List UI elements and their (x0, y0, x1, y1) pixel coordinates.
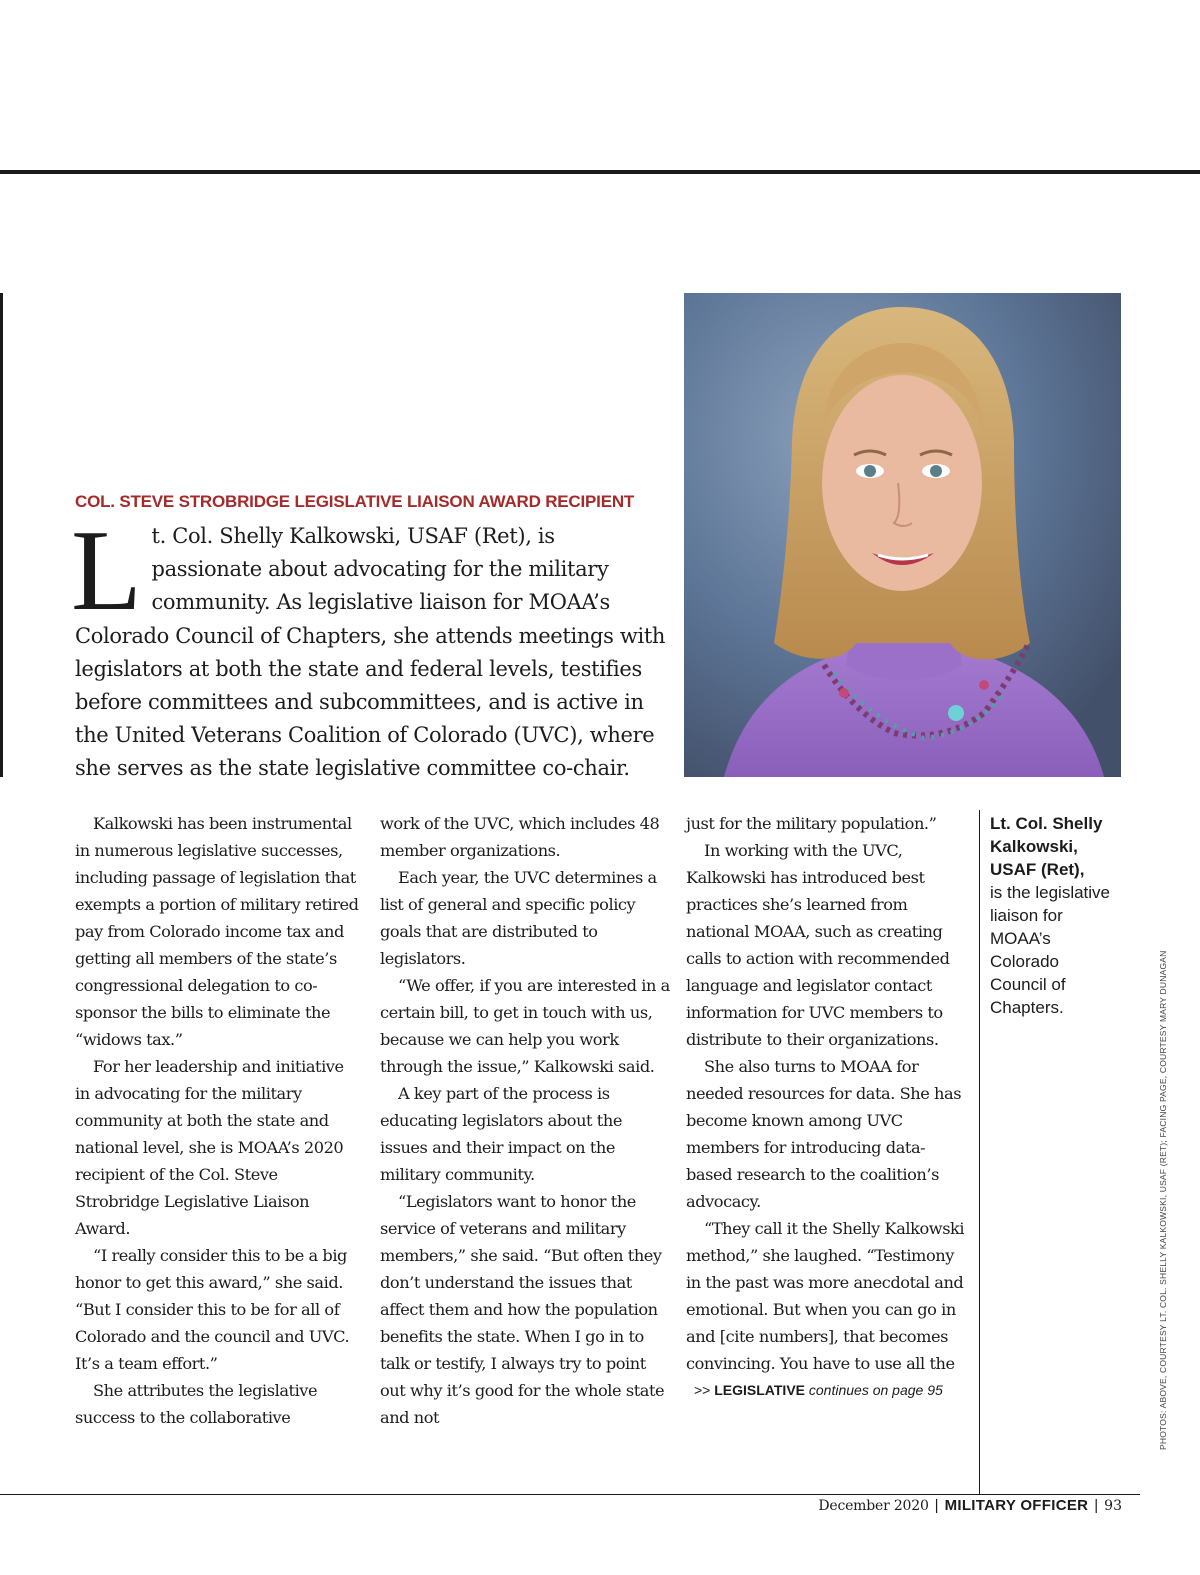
page-footer (818, 1497, 1122, 1515)
award-kicker: COL. STEVE STROBRIDGE LEGISLATIVE LIAISON AWARD RECIPIENT (75, 492, 635, 511)
body-paragraph: Each year, the UVC determines a list of general and specific policy goals that are distributed to legislators. (380, 868, 657, 968)
body-paragraph: “I really consider this to be a big honor to get this award,” she said. “But I consider this to be for all of Colorado and the council and UVC. It’s a team effort.” (75, 1246, 350, 1373)
caption-name: Lt. Col. Shelly Kalkowski, USAF (Ret), (990, 814, 1103, 879)
continued-jump-link[interactable] (686, 1377, 971, 1404)
body-paragraph: “They call it the Shelly Kalkowski method,” she laughed. “Testimony in the past was more anecdotal and emotional. But when you can go in and [cite numbers], that becomes convincing. You have to use all the (686, 1219, 965, 1373)
continue-arrows: >> (694, 1382, 711, 1398)
caption-text: is the legislative liaison for MOAA’s Colorado Council of Chapters. (990, 883, 1111, 1017)
intro-paragraph (71, 507, 670, 786)
body-paragraph-continued: just for the military population.” (686, 814, 937, 833)
footer-separator: | (1094, 1497, 1099, 1514)
portrait-icon (684, 293, 1121, 777)
continue-text: continues on page 95 (808, 1382, 943, 1398)
body-paragraph-continued: work of the UVC, which includes 48 member organizations. (380, 814, 660, 860)
body-column-1 (75, 810, 360, 1431)
top-rule (0, 170, 1200, 174)
photo-caption (990, 812, 1110, 1019)
body-paragraph: “We offer, if you are interested in a certain bill, to get in touch with us, because we can help you work through the issue,” Kalkowski said. (380, 976, 670, 1076)
magazine-name: MILITARY OFFICER (944, 1497, 1089, 1514)
continue-keyword: LEGISLATIVE (714, 1382, 805, 1398)
body-paragraph: A key part of the process is educating legislators about the issues and their impact on the military community. (380, 1084, 622, 1184)
body-paragraph: She also turns to MOAA for needed resources for data. She has become known among UVC members for introducing data-based research to the coalition’s advocacy. (686, 1057, 962, 1211)
footer-date: December 2020 (818, 1498, 929, 1514)
body-paragraph: In working with the UVC, Kalkowski has introduced best practices she’s learned from national MOAA, such as creating calls to action with recommended language and legislator contact information for UVC members to distribute to their organizations. (686, 841, 950, 1049)
drop-cap: L (71, 507, 142, 635)
body-paragraph: She attributes the legislative success to the collaborative (75, 1381, 318, 1427)
left-margin-rule (0, 293, 3, 777)
body-paragraph: “Legislators want to honor the service of veterans and military members,” she said. “But often they don’t understand the issues that affect them and how the population benefits the state. When I go in to talk or testify, I always try to point out why it’s good for the whole state and not (380, 1192, 665, 1427)
body-column-3 (686, 810, 971, 1404)
intro-text: t. Col. Shelly Kalkowski, USAF (Ret), is passionate about advocating for the military community. As legislative liaison for MOAA’s Colorado Council of Chapters, she attends meetings with legislators at both the state and federal levels, testifies before committees and subcommittees, and is active in the United Veterans Coalition of Colorado (UVC), where she serves as the state legislative committee co-chair. (75, 524, 666, 781)
footer-separator: | (934, 1497, 939, 1514)
page-number: 93 (1104, 1498, 1122, 1514)
body-paragraph: For her leadership and initiative in advocating for the military community at both the state and national level, she is MOAA’s 2020 recipient of the Col. Steve Strobridge Legislative Liaison Award. (75, 1057, 344, 1238)
caption-divider (979, 810, 980, 1495)
footer-rule (0, 1494, 1140, 1495)
photo-credit: PHOTOS: ABOVE, COURTESY LT. COL. SHELLY KALKOWSKI, USAF (RET); FACING PAGE, COURTESY MARY DUNAGAN (1158, 950, 1168, 1450)
body-paragraph: Kalkowski has been instrumental in numerous legislative successes, including passage of legislation that exempts a portion of military retired pay from Colorado income tax and getting all members of the state’s congressional delegation to co-sponsor the bills to eliminate the “widows tax.” (75, 814, 359, 1049)
portrait-photo (684, 293, 1121, 777)
body-column-2 (380, 810, 670, 1431)
